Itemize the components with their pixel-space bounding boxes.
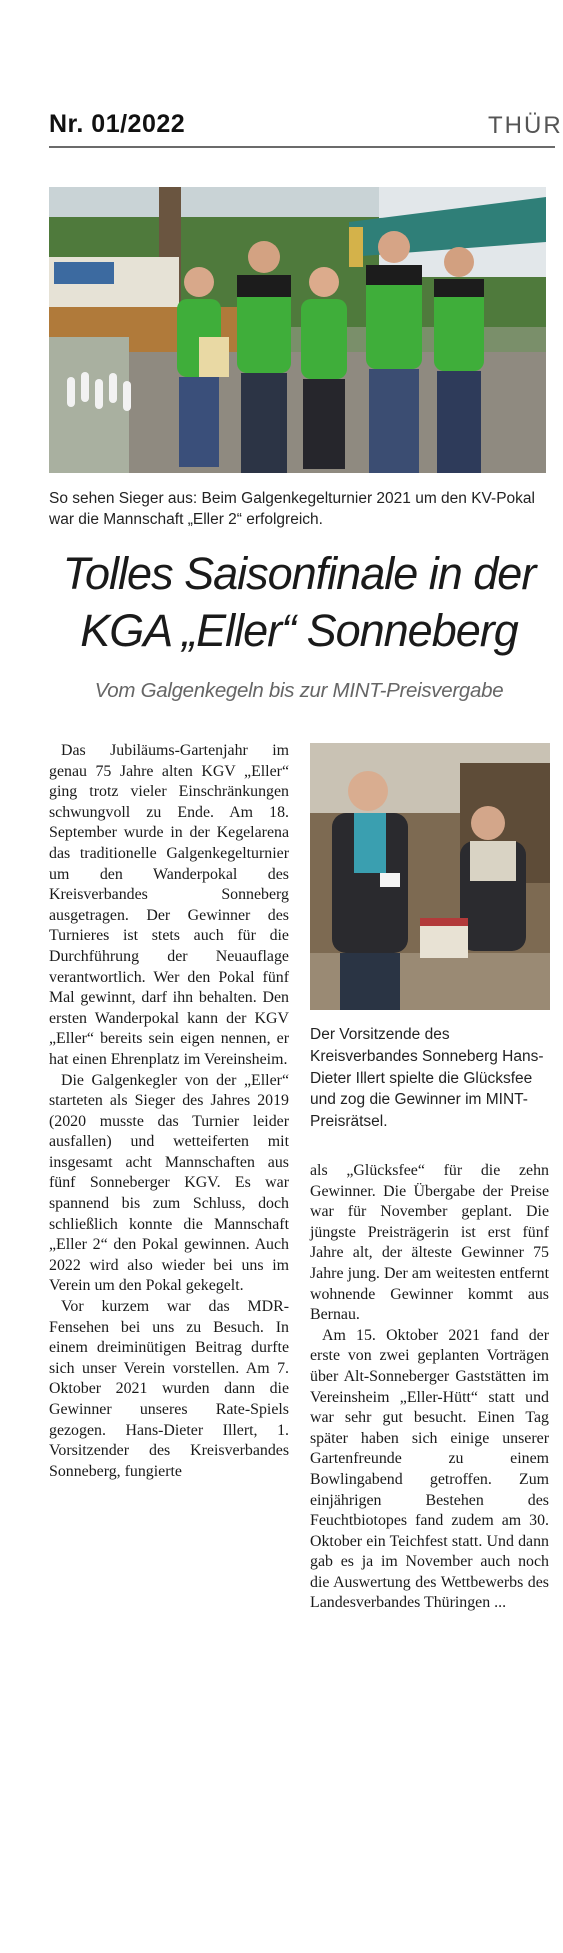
article-subheadline: Vom Galgenkegeln bis zur MINT-Preisvergabe xyxy=(94,679,504,702)
team-photo-caption: So sehen Sieger aus: Beim Galgenkegelturnier 2021 um den KV-Pokal war die Mannschaft „Eller 2“ erfolgreich. xyxy=(49,490,535,528)
article-paragraph: Die Galgenkegler von der „Eller“ starteten als Sieger des Jahres 2019 (2020 musste das Turnier leider ausfallen) und wetteiferten mit insgesamt acht Mannschaften aus fünf Sonneberger KGV. Es war spannend bis zum Schluss, doch schließlich konnte die Mannschaft „Eller 2“ den Pokal gewinnen. Auch 2022 wird also wieder bei uns im Verein um den Pokal gekegelt. xyxy=(49,1071,289,1295)
article-paragraph: Vor kurzem war das MDR-Fensehen bei uns zu Besuch. In einem dreiminütigen Beitrag durfte sich unser Verein vorstellen. Am 7. Oktober 2021 wurden dann die Gewinner unseres Rate-Spiels gezogen. Hans-Dieter Illert, 1. Vorsitzender des Kreisverbandes Sonneberg, fungierte xyxy=(49,1298,289,1480)
header-rule xyxy=(49,146,555,148)
region-label: THÜR xyxy=(488,112,563,139)
article-paragraph: Das Jubiläums-Gartenjahr im genau 75 Jahre alten KGV „Eller“ ging trotz vieler Einschränkungen schwungvoll zu Ende. Am 18. September wurde in der Kegelarena das traditionelle Galgenkegelturnier um den Wanderpokal des Kreisverbandes Sonneberg ausgetragen. Der Gewinner des Turnieres ist stets auch für die Durchführung der Neuauflage verantwortlich. Wer den Pokal fünf Mal gewinnt, darf ihn behalten. Den ersten Wanderpokal kann der KGV „Eller“ bereits sein eigen nennen, er hat einen Ehrenplatz im Vereinsheim. xyxy=(49,742,289,1068)
article-column-right xyxy=(310,1161,549,1614)
article-paragraph: als „Glücksfee“ für die zehn Gewinner. Die Übergabe der Preise war für November geplant. Die jüngste Preisträgerin ist erst fünf Jahre alt, der älteste Gewinner 75 Jahre jung. Der am weitesten entfernt wohnende Gewinner kommt aus Bernau. xyxy=(310,1162,549,1324)
issue-number: Nr. 01/2022 xyxy=(49,110,186,138)
article-column-left xyxy=(49,741,289,1482)
headline-line-2: KGA „Eller“ Sonneberg xyxy=(80,605,518,656)
draw-photo-caption: Der Vorsitzende des Kreisverbandes Sonneberg Hans-Dieter Illert spielte die Glücksfee und zog die Gewinner im MINT-Preisrätsel. xyxy=(310,1026,544,1131)
headline-line-1: Tolles Saisonfinale in der xyxy=(62,548,536,599)
article-paragraph: Am 15. Oktober 2021 fand der erste von zwei geplanten Vorträgen über Alt-Sonneberger Gaststätten im Vereinsheim „Eller-Hütt“ statt und war sehr gut besucht. Einen Tag später haben sich einige unserer Gartenfreunde zu einem Bowlingabend getroffen. Zum einjährigen Bestehen des Feuchtbiotopes fand zudem am 30. Oktober ein Teichfest statt. Und dann gab es ja im November auch noch die Auswertung des Wettbewerbs des Landesverbandes Thüringen ... xyxy=(310,1326,549,1612)
draw-photo-illustration xyxy=(310,743,550,1010)
team-photo-illustration xyxy=(49,187,546,473)
draw-photo xyxy=(310,743,550,1010)
article-headline xyxy=(49,545,549,659)
team-photo xyxy=(49,187,546,473)
